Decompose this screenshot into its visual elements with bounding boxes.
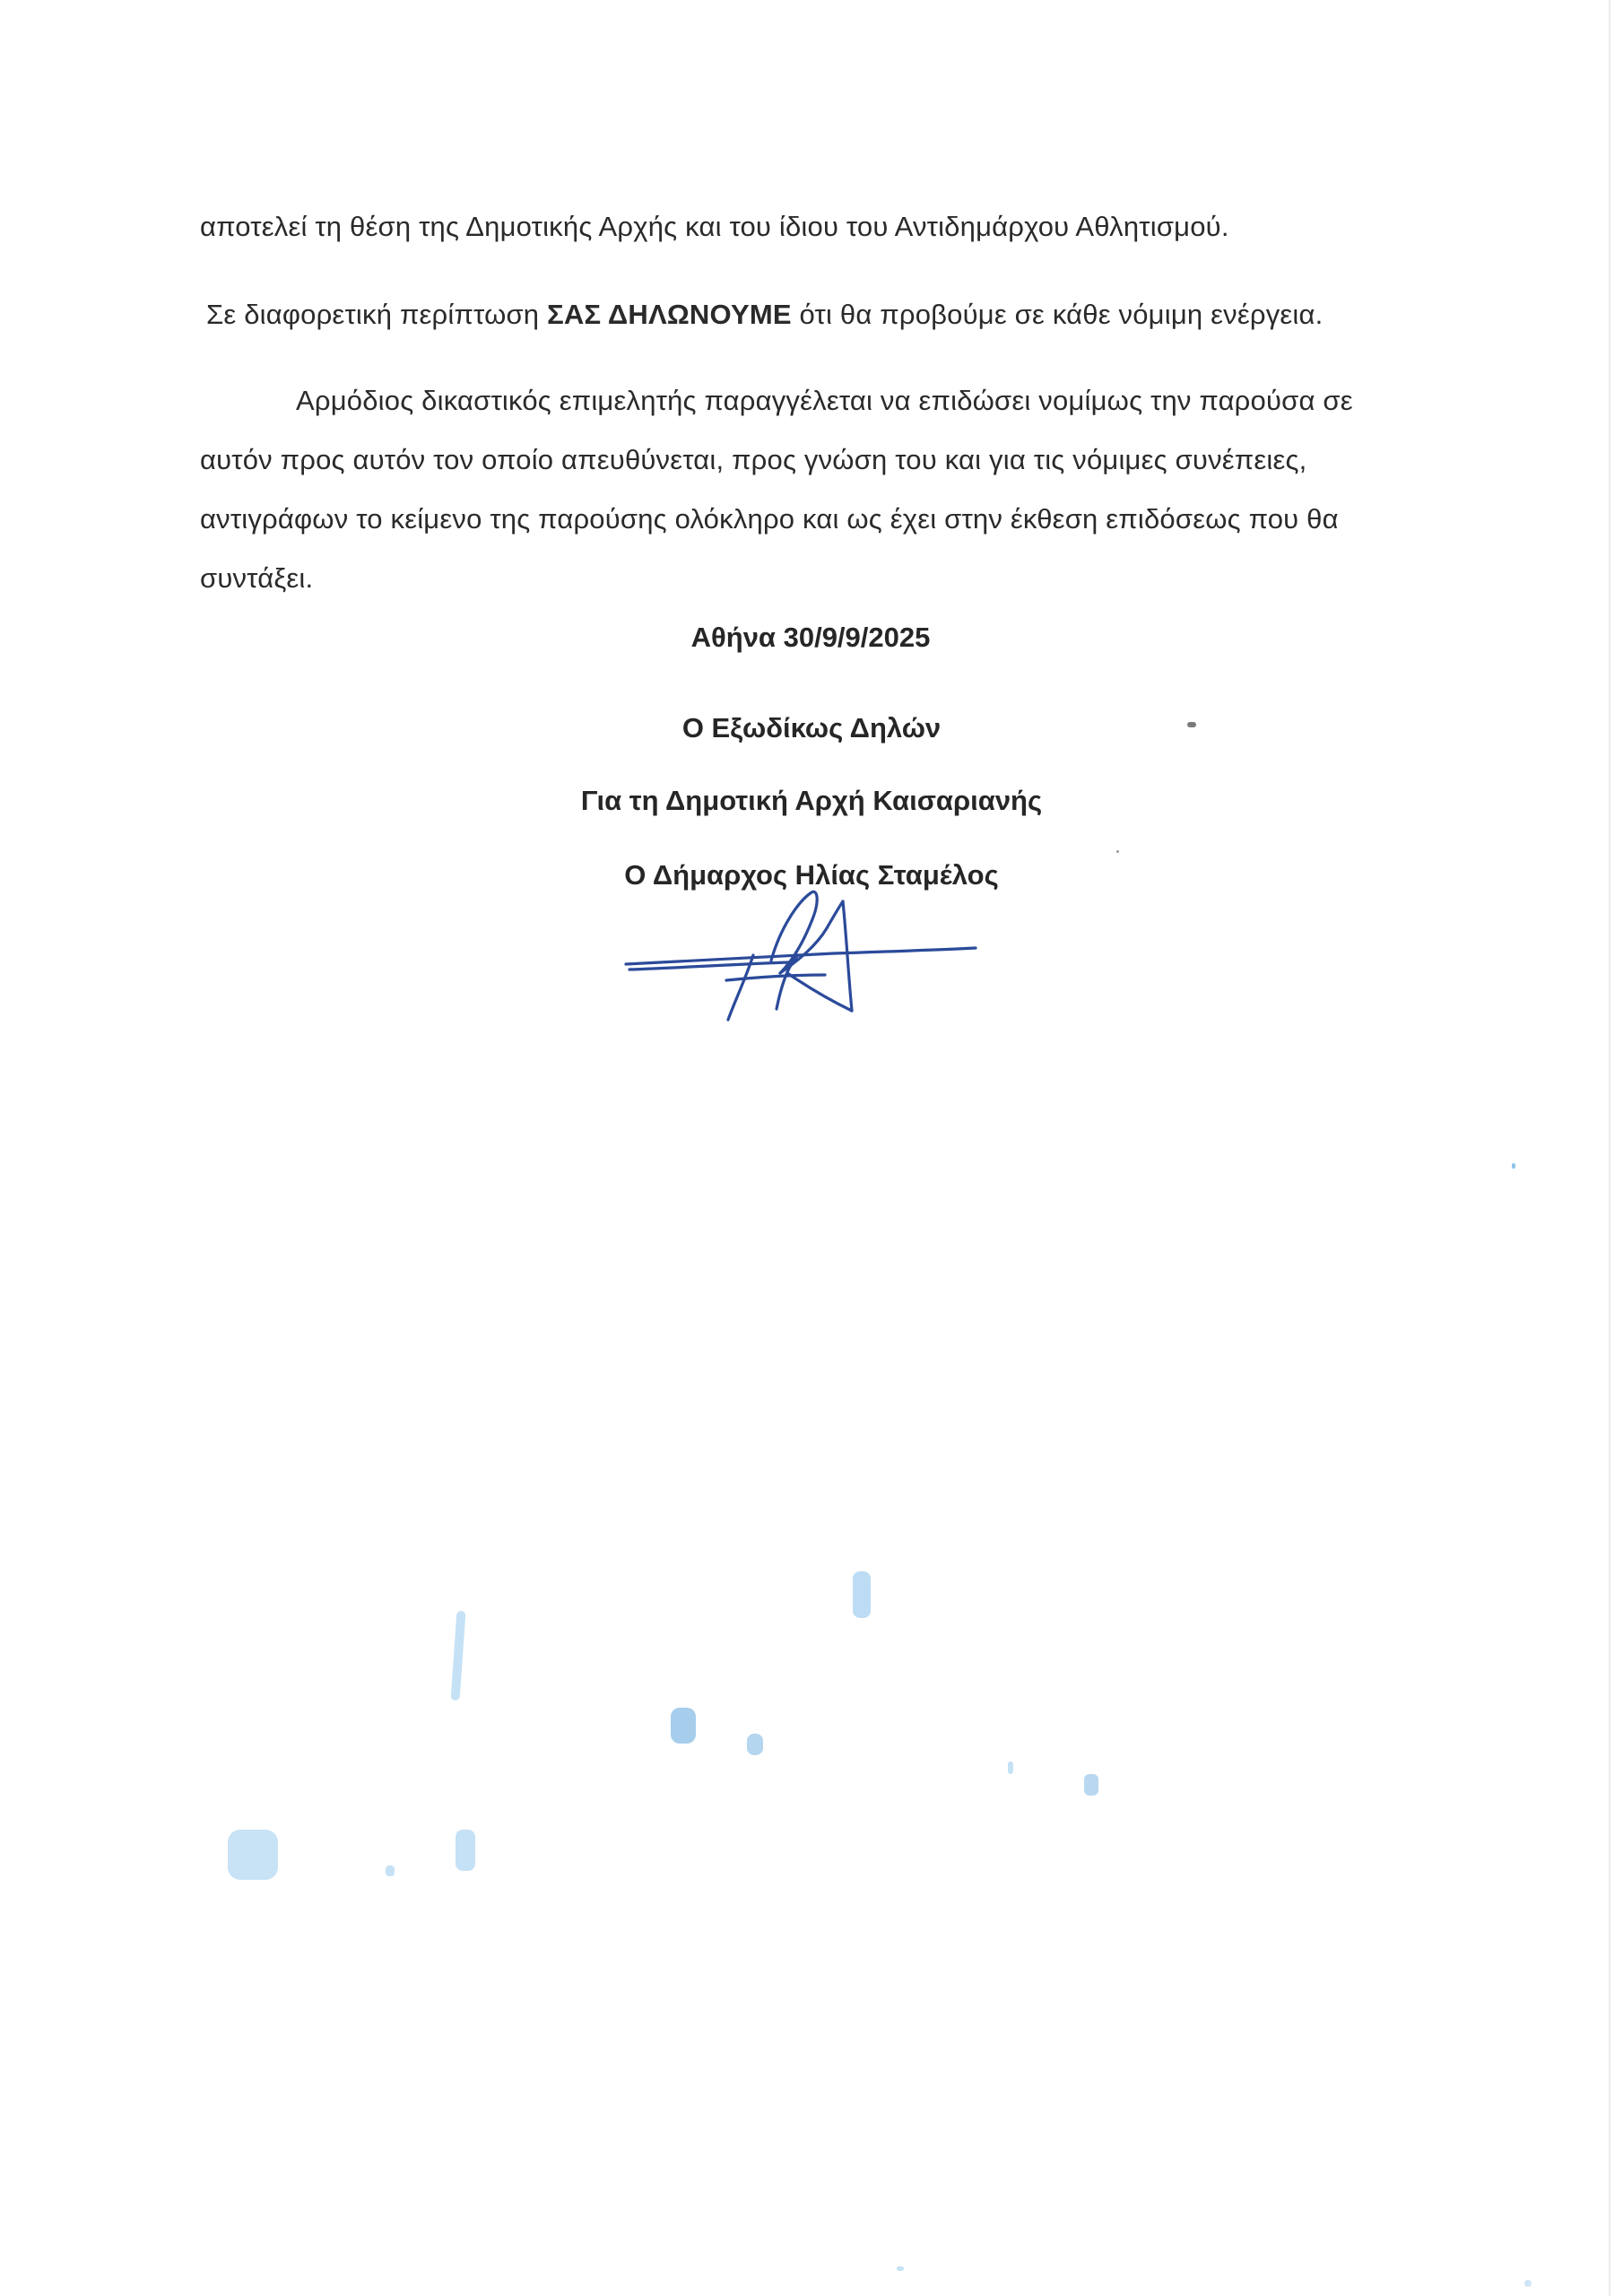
place-date: Αθήνα 30/9/9/2025 [690,622,931,653]
scan-speck [228,1830,278,1880]
scan-speck [386,1866,395,1876]
scan-speck [456,1830,475,1871]
scan-speck [1116,850,1119,853]
scan-speck [1084,1774,1098,1796]
bailiff-line-2: αυτόν προς αυτόν τον οποίο απευθύνεται, προς γνώση του και για τις νόμιμες συνέπειες, [200,444,1307,475]
scan-speck [451,1611,466,1700]
declaration-text-before: Σε διαφορετική περίπτωση [206,299,548,330]
declaration-emphasis: ΣΑΣ ΔΗΛΩΝΟΥΜΕ [547,299,792,330]
paragraph-line: αποτελεί τη θέση της Δημοτικής Αρχής και του ίδιου του Αντιδημάρχου Αθλητισμού. [200,211,1229,242]
bailiff-line-4: συντάξει. [200,562,314,594]
bailiff-line-3: αντιγράφων το κείμενο της παρούσης ολόκληρο και ως έχει στην έκθεση επιδόσεως που θα [200,503,1339,535]
signatory-role: Ο Εξωδίκως Δηλών [681,712,942,744]
scan-speck [671,1708,696,1744]
scan-speck [1524,2280,1532,2287]
declaration-text-after: ότι θα προβούμε σε κάθε νόμιμη ενέργεια. [791,299,1324,330]
handwritten-signature [619,874,995,1036]
declaration-paragraph [206,285,1444,344]
scan-speck [1008,1761,1013,1774]
bailiff-paragraph [200,371,1437,608]
scan-speck [1512,1163,1515,1169]
scan-speck [1187,722,1196,727]
signatory-name: Ο Δήμαρχος Ηλίας Σταμέλος [624,859,999,891]
scan-speck [897,2266,904,2271]
body-text [200,197,1437,257]
declaration-line [206,285,1444,344]
page-edge [1609,0,1610,2296]
bailiff-line-1: Αρμόδιος δικαστικός επιμελητής παραγγέλεται να επιδώσει νομίμως την παρούσα σε [296,385,1353,416]
scan-speck [747,1734,763,1755]
signatory-authority: Για τη Δημοτική Αρχή Καισαριανής [580,785,1043,816]
scan-speck [853,1571,871,1618]
